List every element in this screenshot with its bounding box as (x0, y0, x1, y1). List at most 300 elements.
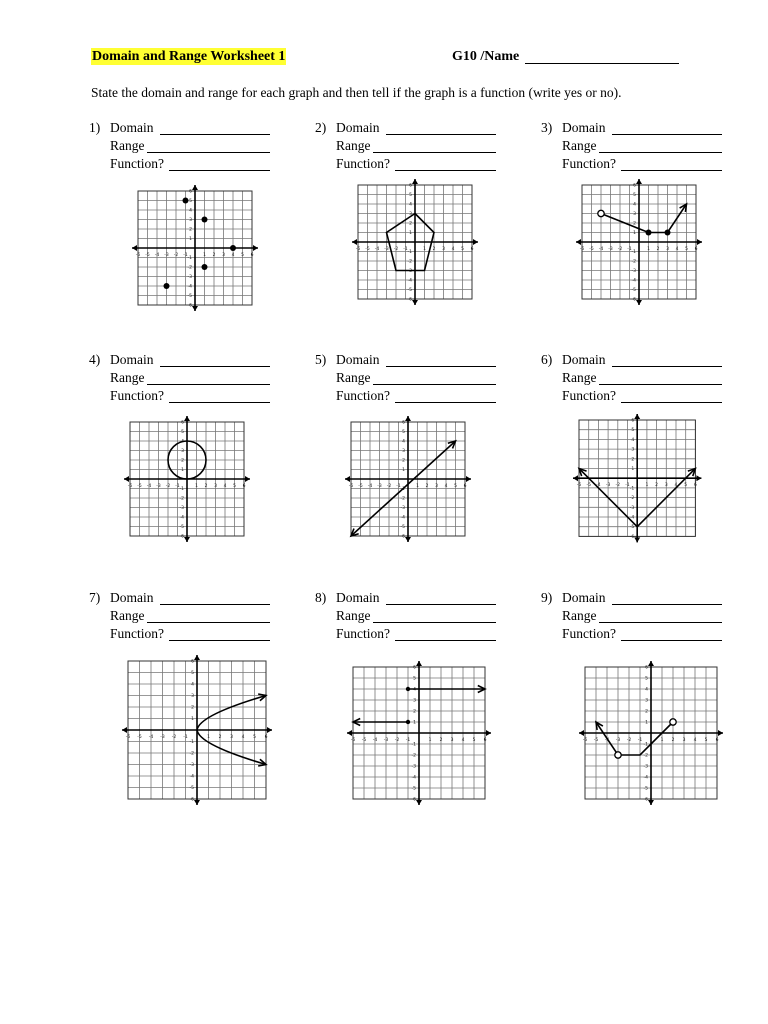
y-tick-label: 6 (402, 420, 405, 426)
axis-arrow (573, 475, 578, 481)
problem-number: 8) (315, 590, 327, 605)
y-tick-label: 5 (181, 430, 184, 435)
y-tick-label: -2 (400, 496, 405, 502)
problem-number: 9) (541, 590, 553, 605)
x-tick-label: -5 (586, 483, 591, 489)
x-tick-label: -2 (615, 483, 621, 489)
x-tick-label: 4 (444, 484, 448, 489)
range-label: Range (562, 608, 597, 623)
x-tick-label: -6 (579, 247, 585, 252)
domain-label: Domain (110, 120, 154, 135)
y-tick-label: 1 (645, 720, 648, 726)
x-tick-label: 2 (671, 738, 675, 743)
x-tick-label: -6 (350, 738, 356, 743)
y-tick-label: -5 (643, 786, 648, 792)
coordinate-grid (122, 414, 252, 544)
y-tick-label: -2 (643, 753, 648, 759)
function-label: Function? (110, 388, 164, 403)
y-tick-label: 2 (631, 457, 635, 463)
problem-number: 6) (541, 352, 553, 367)
y-tick-label: -3 (629, 505, 635, 511)
graph-7-sideways-parabola (120, 653, 274, 807)
y-tick-label: 5 (645, 676, 648, 682)
x-tick-label: -6 (125, 735, 131, 740)
x-tick-label: -5 (589, 247, 594, 252)
x-tick-label: -6 (135, 253, 141, 258)
function-answer-blank[interactable] (621, 640, 722, 641)
y-tick-label: 6 (413, 665, 416, 671)
axis-arrow (194, 655, 200, 660)
y-tick-label: 5 (191, 671, 194, 676)
domain-answer-blank[interactable] (612, 134, 722, 135)
y-tick-label: -4 (187, 284, 192, 290)
range-answer-blank[interactable] (147, 152, 270, 153)
y-tick-label: -4 (643, 775, 648, 781)
axis-arrow (132, 245, 137, 251)
y-tick-label: 1 (413, 720, 416, 726)
range-label: Range (336, 608, 371, 623)
domain-answer-blank[interactable] (160, 366, 270, 367)
x-tick-label: -4 (598, 247, 604, 252)
x-tick-label: -2 (626, 738, 632, 743)
x-tick-label: 1 (647, 247, 650, 252)
x-tick-label: -5 (358, 484, 363, 489)
x-tick-label: 2 (212, 253, 216, 258)
y-tick-label: -6 (407, 297, 412, 303)
y-tick-label: -4 (629, 515, 635, 521)
x-tick-label: -3 (156, 484, 161, 489)
closed-point (406, 720, 410, 724)
y-tick-label: -3 (411, 764, 416, 770)
y-tick-label: -3 (189, 763, 194, 768)
x-tick-label: 5 (684, 483, 688, 489)
y-tick-label: -6 (631, 297, 636, 303)
y-tick-label: 5 (409, 193, 412, 198)
domain-label: Domain (562, 352, 606, 367)
axis-arrow (184, 416, 190, 421)
x-tick-label: -4 (367, 484, 373, 489)
graph-6-absolute-value (571, 412, 703, 544)
y-tick-label: 5 (402, 430, 405, 435)
axis-arrow (486, 730, 491, 736)
y-tick-label: 3 (402, 449, 405, 454)
y-tick-label: -1 (400, 487, 405, 492)
axis-arrow (124, 476, 129, 482)
function-answer-blank[interactable] (395, 402, 496, 403)
y-tick-label: 6 (191, 659, 194, 665)
x-tick-label: -2 (173, 253, 179, 258)
name-blank[interactable] (525, 63, 679, 64)
y-tick-label: -2 (411, 753, 416, 759)
x-tick-label: -4 (596, 483, 601, 489)
x-tick-label: -5 (145, 253, 150, 258)
y-tick-label: -5 (631, 288, 636, 293)
x-tick-label: 2 (656, 247, 660, 252)
domain-answer-blank[interactable] (386, 604, 496, 605)
x-tick-label: -1 (625, 483, 630, 489)
closed-point (646, 230, 652, 236)
x-tick-label: 5 (233, 484, 236, 489)
domain-answer-blank[interactable] (612, 604, 722, 605)
range-answer-blank[interactable] (373, 152, 496, 153)
x-tick-label: -3 (164, 253, 169, 258)
x-tick-label: -6 (127, 484, 133, 489)
x-tick-label: 1 (195, 484, 198, 489)
axis-arrow (466, 476, 471, 482)
function-answer-blank[interactable] (621, 402, 722, 403)
x-tick-label: -2 (394, 738, 400, 743)
x-tick-label: -3 (384, 247, 389, 252)
x-tick-label: -5 (361, 738, 367, 743)
y-tick-label: 1 (409, 231, 412, 236)
x-tick-label: 1 (203, 253, 206, 258)
function-label: Function? (110, 156, 164, 171)
data-point (202, 217, 208, 223)
axis-arrow (412, 300, 418, 305)
axis-arrow (636, 179, 642, 184)
y-tick-label: 4 (181, 439, 184, 445)
x-tick-label: -2 (386, 484, 392, 489)
function-label: Function? (336, 626, 390, 641)
x-tick-label: 6 (264, 735, 268, 740)
coordinate-grid (130, 183, 260, 313)
y-tick-label: -2 (187, 265, 192, 271)
x-tick-label: -5 (593, 738, 599, 743)
data-point (230, 245, 236, 251)
y-tick-label: -2 (179, 496, 184, 502)
range-answer-blank[interactable] (599, 152, 722, 153)
axis-arrow (194, 800, 200, 805)
axis-arrow (345, 476, 350, 482)
function-label: Function? (562, 626, 616, 641)
y-tick-label: -4 (407, 278, 412, 284)
x-tick-label: 6 (693, 483, 697, 489)
x-tick-label: 5 (253, 735, 256, 740)
x-tick-label: 5 (461, 247, 464, 252)
domain-answer-blank[interactable] (386, 134, 496, 135)
range-label: Range (110, 370, 145, 385)
axis-arrow (245, 476, 250, 482)
y-tick-label: -3 (187, 275, 192, 280)
y-tick-label: 5 (633, 193, 636, 198)
problem-number: 4) (89, 352, 101, 367)
y-tick-label: -4 (189, 774, 194, 780)
name-label: G10 /Name (452, 49, 520, 64)
closed-point (406, 687, 410, 691)
y-tick-label: 1 (181, 468, 184, 473)
y-tick-label: 1 (189, 237, 192, 242)
x-tick-label: 4 (451, 247, 455, 252)
x-tick-label: 1 (660, 738, 664, 743)
x-tick-label: 3 (442, 247, 445, 252)
x-tick-label: 5 (241, 253, 244, 258)
x-tick-label: -4 (148, 735, 154, 740)
y-tick-label: -6 (643, 797, 648, 803)
y-tick-label: -5 (407, 288, 412, 293)
x-tick-label: -6 (576, 483, 582, 489)
x-tick-label: 1 (423, 247, 426, 252)
x-tick-label: 2 (432, 247, 436, 252)
graph-1-points (130, 183, 260, 313)
axis-arrow (405, 537, 411, 542)
x-tick-label: -1 (183, 735, 188, 740)
x-tick-label: -1 (405, 738, 411, 743)
axis-arrow (184, 537, 190, 542)
y-tick-label: -4 (631, 278, 636, 284)
piecewise-path (601, 204, 687, 233)
x-tick-label: 4 (223, 484, 227, 489)
range-label: Range (110, 608, 145, 623)
x-tick-label: 2 (425, 484, 429, 489)
x-tick-label: 3 (666, 247, 669, 252)
x-tick-label: 6 (694, 247, 698, 252)
x-tick-label: 5 (704, 738, 708, 743)
axis-arrow (352, 239, 357, 245)
y-tick-label: 6 (645, 665, 648, 671)
y-tick-label: 4 (409, 202, 412, 208)
function-label: Function? (336, 388, 390, 403)
y-tick-label: -2 (407, 259, 412, 265)
x-tick-label: 3 (435, 484, 438, 489)
y-tick-label: -2 (631, 259, 636, 265)
coordinate-grid (577, 659, 725, 807)
y-tick-label: -3 (643, 764, 648, 770)
y-tick-label: -1 (411, 742, 416, 748)
y-tick-label: 4 (645, 687, 648, 693)
open-point (670, 719, 676, 725)
function-answer-blank[interactable] (395, 170, 496, 171)
instructions: State the domain and range for each graph and then tell if the graph is a function (write yes or no). (91, 85, 622, 100)
axis-arrow (347, 730, 352, 736)
x-tick-label: -5 (137, 484, 142, 489)
problem-number: 5) (315, 352, 327, 367)
y-tick-label: 1 (191, 717, 194, 722)
x-tick-label: 3 (664, 483, 668, 489)
x-tick-label: 4 (693, 738, 697, 743)
x-tick-label: -4 (146, 484, 152, 489)
x-tick-label: -2 (171, 735, 177, 740)
x-tick-label: 2 (655, 483, 659, 489)
function-label: Function? (562, 156, 616, 171)
x-tick-label: -2 (617, 247, 623, 252)
x-tick-label: 2 (218, 735, 222, 740)
range-answer-blank[interactable] (147, 384, 270, 385)
axis-arrow (412, 179, 418, 184)
y-tick-label: 2 (645, 709, 648, 715)
y-tick-label: 2 (409, 221, 412, 227)
range-answer-blank[interactable] (599, 384, 722, 385)
function-label: Function? (336, 156, 390, 171)
x-tick-label: 1 (416, 484, 419, 489)
x-tick-label: -3 (383, 738, 389, 743)
y-tick-label: 6 (181, 420, 184, 426)
x-tick-label: -2 (393, 247, 399, 252)
worksheet-title: Domain and Range Worksheet 1 (92, 49, 286, 64)
y-tick-label: -4 (400, 515, 405, 521)
axis-arrow (192, 185, 198, 190)
domain-label: Domain (110, 590, 154, 605)
x-tick-label: -3 (605, 483, 611, 489)
y-tick-label: -6 (179, 534, 184, 540)
graph-5-line (343, 414, 473, 544)
problem-number: 3) (541, 120, 553, 135)
y-tick-label: 2 (191, 705, 194, 711)
x-tick-label: -1 (403, 247, 408, 252)
x-tick-label: 3 (222, 253, 225, 258)
y-tick-label: -2 (189, 751, 194, 757)
x-tick-label: 6 (483, 738, 487, 743)
x-tick-label: -4 (604, 738, 610, 743)
x-tick-label: 2 (439, 738, 443, 743)
range-label: Range (562, 370, 597, 385)
axis-arrow (648, 800, 654, 805)
y-tick-label: -5 (179, 525, 184, 530)
function-answer-blank[interactable] (395, 640, 496, 641)
axis-arrow (405, 416, 411, 421)
range-answer-blank[interactable] (373, 384, 496, 385)
y-tick-label: 2 (413, 709, 416, 715)
x-tick-label: 1 (428, 738, 432, 743)
range-answer-blank[interactable] (599, 622, 722, 623)
x-tick-label: -4 (374, 247, 380, 252)
x-tick-label: 4 (675, 247, 679, 252)
axis-arrow (634, 414, 640, 419)
y-tick-label: -3 (179, 506, 184, 511)
x-tick-label: -4 (154, 253, 160, 258)
range-label: Range (336, 138, 371, 153)
coordinate-grid (120, 653, 274, 807)
y-tick-label: 3 (409, 212, 412, 217)
x-tick-label: -3 (608, 247, 613, 252)
axis-arrow (718, 730, 723, 736)
graph-9-piecewise (577, 659, 725, 807)
axis-arrow (696, 475, 701, 481)
y-tick-label: 3 (189, 218, 192, 223)
coordinate-grid (574, 177, 704, 307)
open-point (598, 210, 604, 216)
coordinate-grid (571, 412, 703, 544)
y-tick-label: -1 (643, 742, 648, 748)
y-tick-label: -6 (629, 534, 635, 540)
axis-arrow (122, 727, 127, 733)
y-tick-label: -4 (179, 515, 184, 521)
x-tick-label: -2 (165, 484, 171, 489)
open-point (615, 752, 621, 758)
y-tick-label: -5 (629, 525, 635, 531)
axis-arrow (697, 239, 702, 245)
x-tick-label: 1 (207, 735, 210, 740)
function-answer-blank[interactable] (169, 170, 270, 171)
x-tick-label: 4 (241, 735, 245, 740)
y-tick-label: 1 (402, 468, 405, 473)
y-tick-label: -1 (629, 486, 635, 492)
graph-2-polygon (350, 177, 480, 307)
y-tick-label: -5 (411, 786, 416, 792)
y-tick-label: -5 (189, 786, 194, 791)
y-tick-label: 5 (631, 428, 635, 434)
function-answer-blank[interactable] (169, 402, 270, 403)
axis-arrow (648, 661, 654, 666)
y-tick-label: 3 (413, 698, 416, 704)
y-tick-label: -6 (400, 534, 405, 540)
domain-label: Domain (336, 120, 380, 135)
range-answer-blank[interactable] (147, 622, 270, 623)
problem-number: 2) (315, 120, 327, 135)
y-tick-label: -1 (631, 250, 636, 255)
y-tick-label: 3 (191, 694, 194, 699)
y-tick-label: 6 (633, 183, 636, 189)
axis-arrow (634, 537, 640, 542)
x-tick-label: -5 (137, 735, 142, 740)
x-tick-label: -6 (348, 484, 354, 489)
coordinate-grid (345, 659, 493, 807)
x-tick-label: 6 (470, 247, 474, 252)
function-label: Function? (562, 388, 616, 403)
y-tick-label: -3 (631, 269, 636, 274)
domain-answer-blank[interactable] (160, 134, 270, 135)
y-tick-label: 5 (189, 199, 192, 204)
y-tick-label: 3 (645, 698, 648, 704)
x-tick-label: -1 (396, 484, 401, 489)
x-tick-label: 6 (715, 738, 719, 743)
function-label: Function? (110, 626, 164, 641)
x-tick-label: 2 (204, 484, 208, 489)
y-tick-label: -3 (407, 269, 412, 274)
x-tick-label: -3 (160, 735, 165, 740)
x-tick-label: 5 (685, 247, 688, 252)
domain-answer-blank[interactable] (612, 366, 722, 367)
function-answer-blank[interactable] (621, 170, 722, 171)
x-tick-label: 3 (450, 738, 454, 743)
y-tick-label: 6 (631, 418, 635, 424)
graph-4-circle (122, 414, 252, 544)
axis-arrow (473, 239, 478, 245)
y-tick-label: -1 (179, 487, 184, 492)
domain-answer-blank[interactable] (160, 604, 270, 605)
axis-arrow (192, 306, 198, 311)
function-answer-blank[interactable] (169, 640, 270, 641)
x-tick-label: -1 (627, 247, 632, 252)
y-tick-label: -4 (411, 775, 416, 781)
coordinate-grid (343, 414, 473, 544)
y-tick-label: 4 (631, 437, 635, 443)
y-tick-label: 3 (181, 449, 184, 454)
x-tick-label: 1 (645, 483, 649, 489)
range-answer-blank[interactable] (373, 622, 496, 623)
data-point (202, 264, 208, 270)
domain-label: Domain (110, 352, 154, 367)
axis-arrow (416, 661, 422, 666)
graph-8-step (345, 659, 493, 807)
domain-label: Domain (336, 590, 380, 605)
problem-number: 7) (89, 590, 101, 605)
y-tick-label: 4 (402, 439, 405, 445)
y-tick-label: -5 (400, 525, 405, 530)
x-tick-label: 3 (682, 738, 686, 743)
domain-answer-blank[interactable] (386, 366, 496, 367)
range-label: Range (336, 370, 371, 385)
x-tick-label: 4 (231, 253, 235, 258)
y-tick-label: 3 (633, 212, 636, 217)
y-tick-label: -1 (189, 740, 194, 745)
x-tick-label: -1 (175, 484, 180, 489)
data-point (183, 198, 189, 204)
x-tick-label: 3 (230, 735, 233, 740)
x-tick-label: 6 (250, 253, 254, 258)
x-tick-label: 6 (242, 484, 246, 489)
axis-arrow (253, 245, 258, 251)
x-tick-label: -1 (183, 253, 188, 258)
